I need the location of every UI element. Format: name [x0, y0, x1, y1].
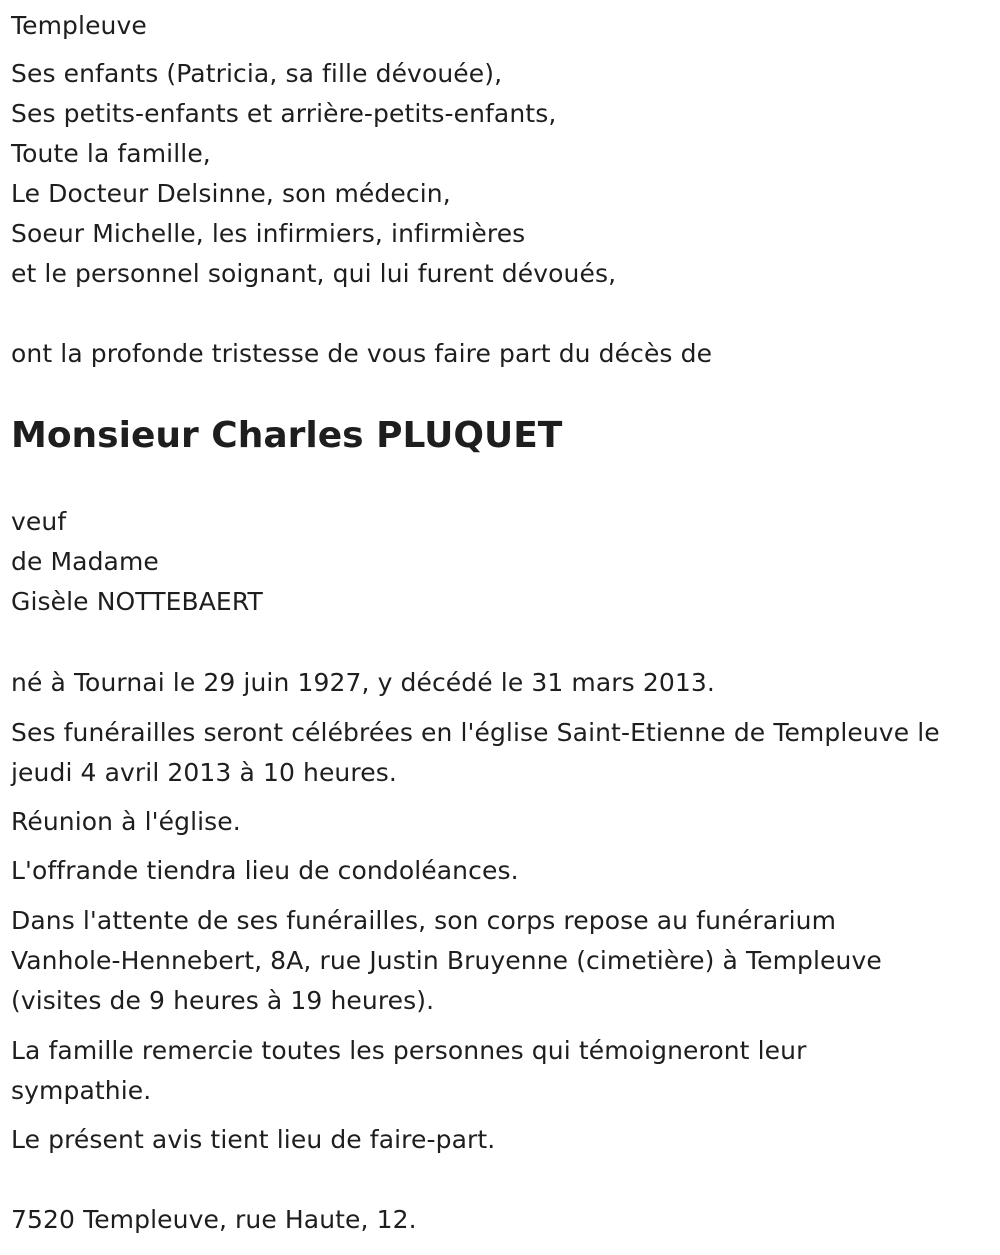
deceased-name: Monsieur Charles PLUQUET: [11, 415, 563, 456]
meeting-text: Réunion à l'église.: [11, 807, 241, 836]
family-line: et le personnel soignant, qui lui furent dévoués,: [11, 259, 617, 288]
thanks-line: La famille remercie toutes les personnes qui témoigneront leur: [11, 1036, 807, 1065]
address-text: 7520 Templeuve, rue Haute, 12.: [11, 1205, 417, 1234]
family-line: Soeur Michelle, les infirmiers, infirmières: [11, 219, 526, 248]
widower-line: de Madame: [11, 547, 159, 576]
announcement-text: ont la profonde tristesse de vous faire part du décès de: [11, 339, 713, 368]
widower-line: veuf: [11, 507, 67, 536]
funerarium-line: Vanhole-Hennebert, 8A, rue Justin Bruyenne (cimetière) à Templeuve: [11, 946, 882, 975]
location-heading: Templeuve: [11, 11, 147, 40]
funeral-line: jeudi 4 avril 2013 à 10 heures.: [11, 758, 397, 787]
family-line: Toute la famille,: [11, 139, 211, 168]
thanks-line: sympathie.: [11, 1076, 152, 1105]
offering-text: L'offrande tiendra lieu de condoléances.: [11, 856, 519, 885]
widower-line: Gisèle NOTTEBAERT: [11, 587, 263, 616]
funerarium-line: Dans l'attente de ses funérailles, son corps repose au funérarium: [11, 906, 837, 935]
notice-text: Le présent avis tient lieu de faire-part.: [11, 1125, 496, 1154]
funeral-line: Ses funérailles seront célébrées en l'église Saint-Etienne de Templeuve le: [11, 718, 940, 747]
funerarium-line: (visites de 9 heures à 19 heures).: [11, 986, 435, 1015]
family-line: Le Docteur Delsinne, son médecin,: [11, 179, 451, 208]
birth-death-text: né à Tournai le 29 juin 1927, y décédé le 31 mars 2013.: [11, 668, 715, 697]
family-line: Ses petits-enfants et arrière-petits-enfants,: [11, 99, 557, 128]
family-line: Ses enfants (Patricia, sa fille dévouée),: [11, 59, 503, 88]
